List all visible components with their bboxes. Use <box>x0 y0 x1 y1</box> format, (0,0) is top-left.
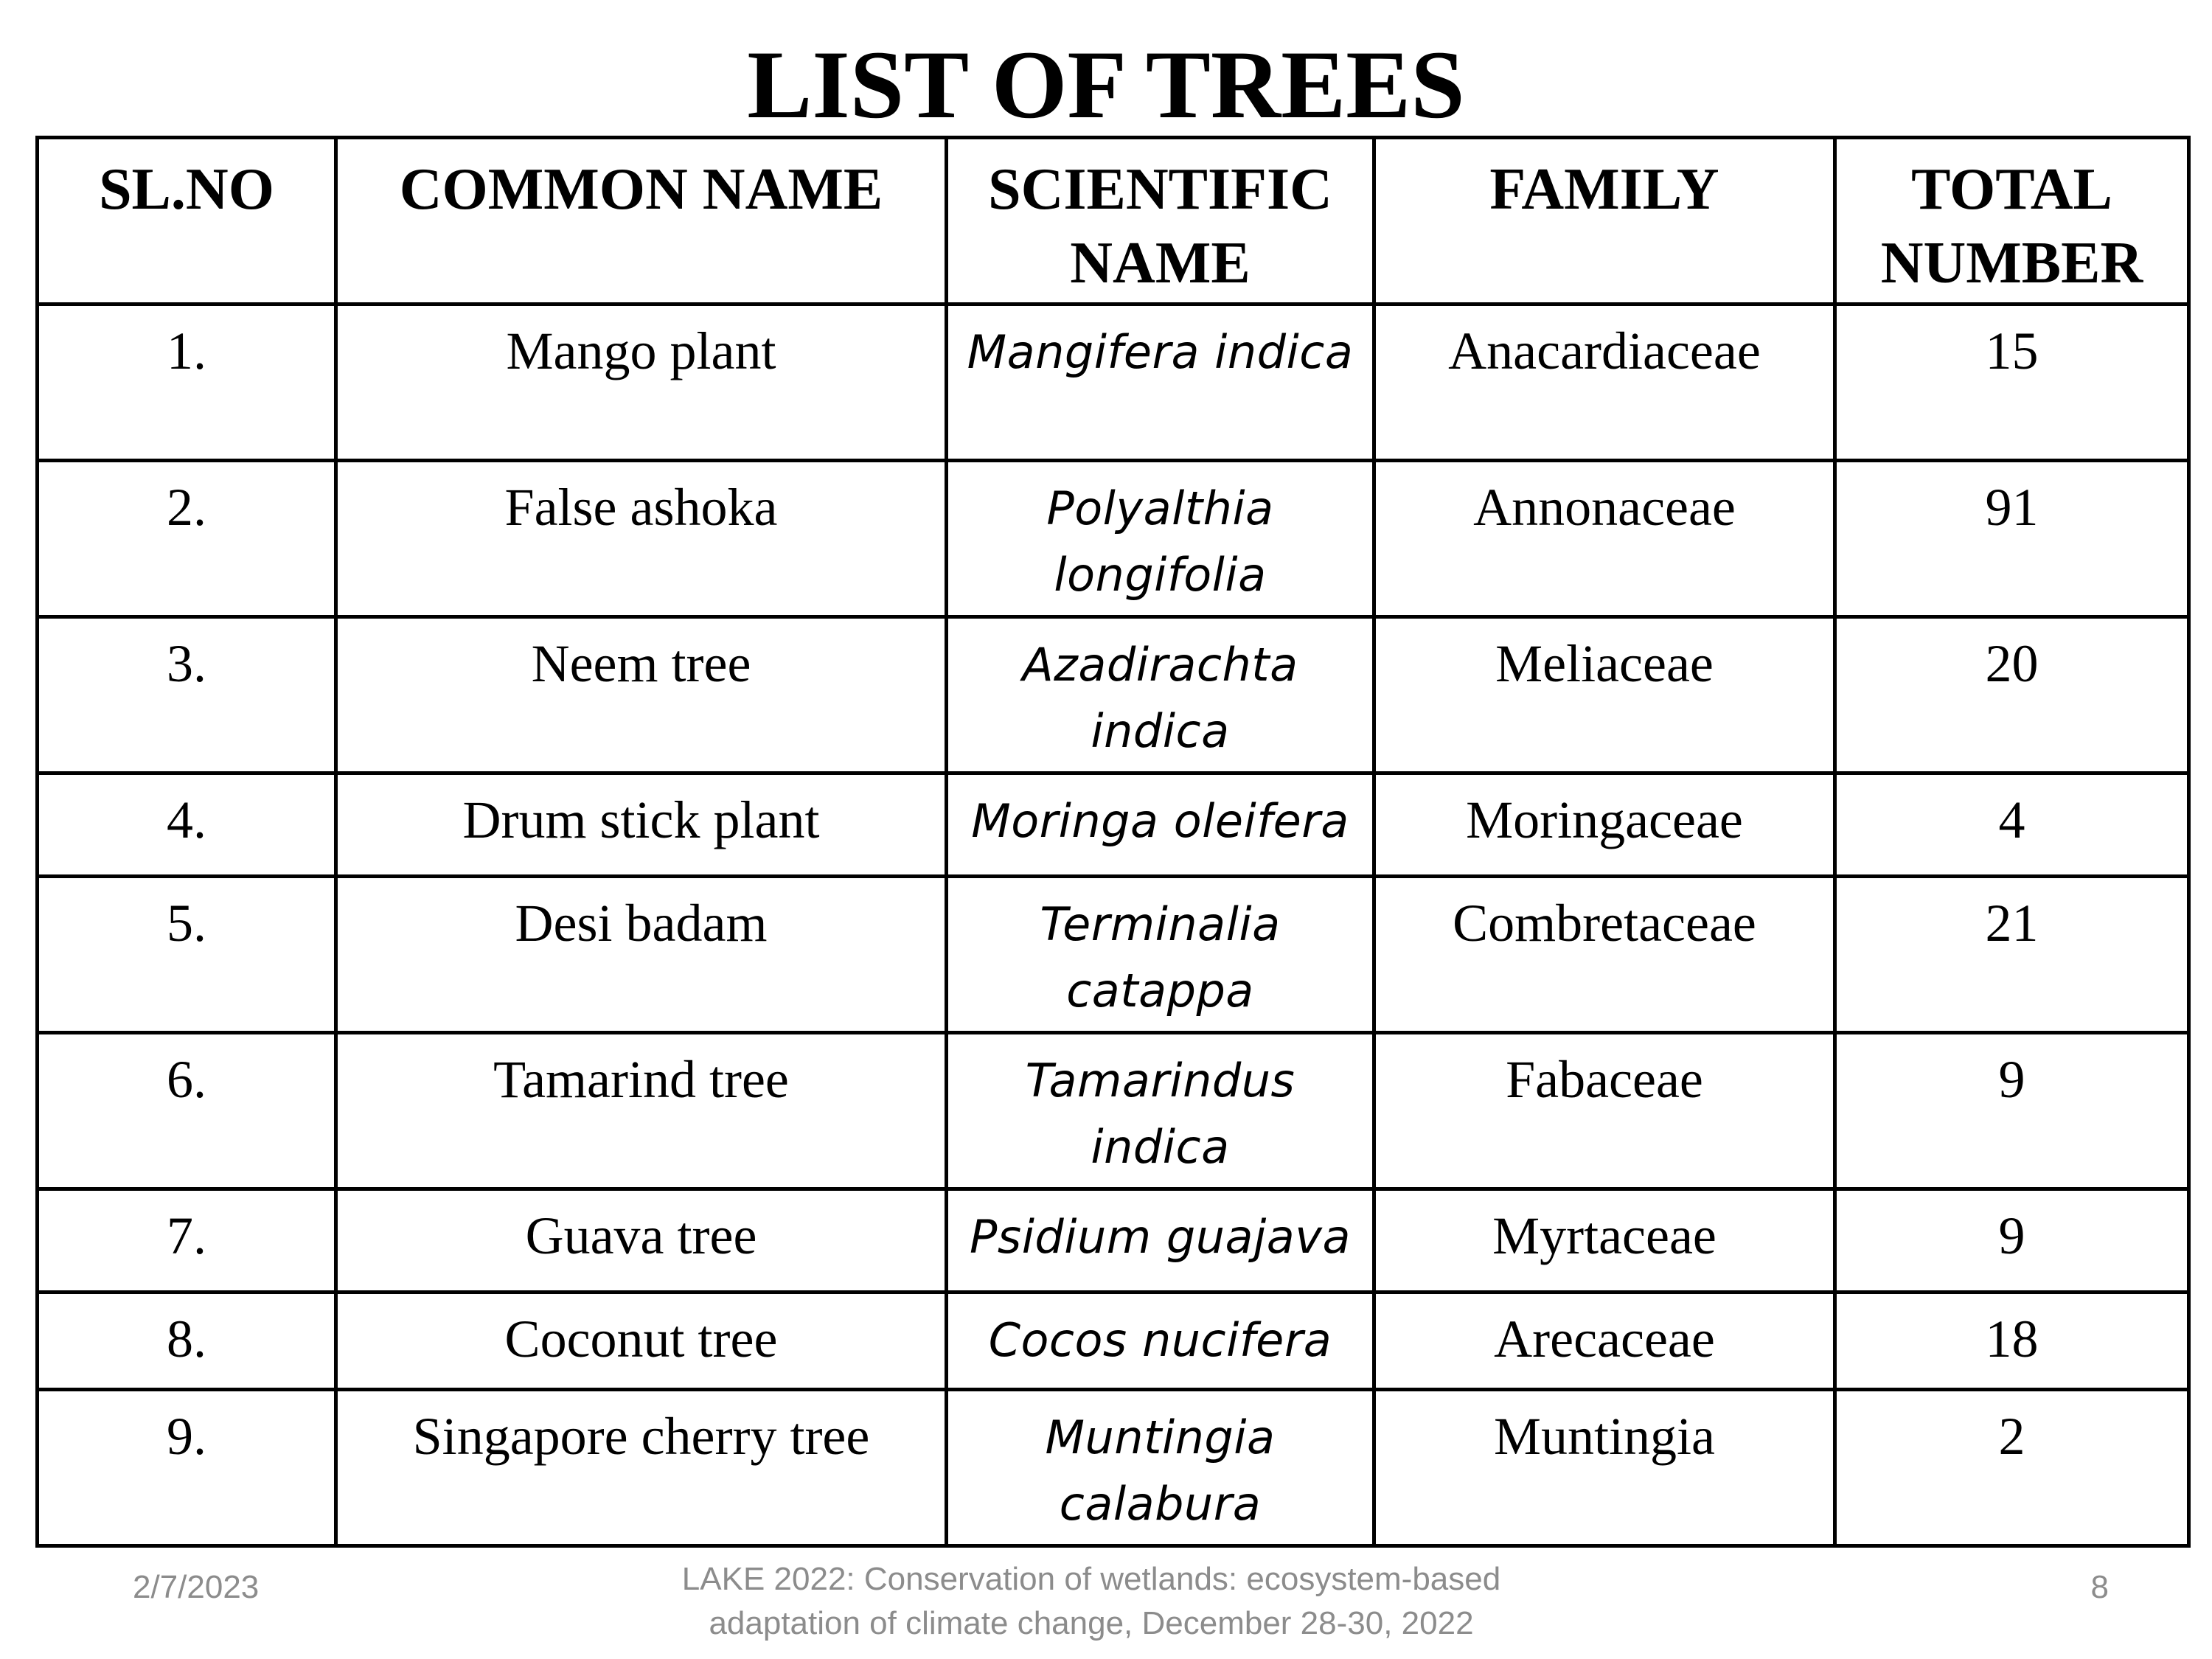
page-number: 8 <box>2090 1569 2109 1605</box>
cell-scientific-name: Psidium guajava <box>947 1189 1374 1293</box>
cell-total-number: 15 <box>1835 305 2189 461</box>
cell-family: Annonaceae <box>1374 461 1835 617</box>
table-row <box>38 1033 2189 1189</box>
cell-family: Anacardiaceae <box>1374 305 1835 461</box>
table-row <box>38 1189 2189 1293</box>
cell-sl-no: 5. <box>38 877 336 1033</box>
cell-sl-no: 8. <box>38 1293 336 1390</box>
cell-sl-no: 2. <box>38 461 336 617</box>
cell-common-name: Coconut tree <box>336 1293 947 1390</box>
cell-scientific-name: Cocos nucifera <box>947 1293 1374 1390</box>
trees-table <box>35 136 2191 1548</box>
header-total-number: TOTAL NUMBER <box>1835 138 2189 305</box>
footer-date: 2/7/2023 <box>133 1569 260 1605</box>
cell-scientific-name: Polyalthia longifolia <box>947 461 1374 617</box>
table-row <box>38 461 2189 617</box>
footer-caption-line-2: adaptation of climate change, December 28-30, 2022 <box>709 1605 1474 1641</box>
cell-scientific-name: Mangifera indica <box>947 305 1374 461</box>
cell-total-number: 9 <box>1835 1033 2189 1189</box>
cell-total-number: 9 <box>1835 1189 2189 1293</box>
table-header-row <box>38 138 2189 305</box>
cell-family: Moringaceae <box>1374 773 1835 877</box>
cell-family: Muntingia <box>1374 1390 1835 1546</box>
cell-total-number: 2 <box>1835 1390 2189 1546</box>
cell-family: Combretaceae <box>1374 877 1835 1033</box>
header-sl-no: SL.NO <box>38 138 336 305</box>
header-family: FAMILY <box>1374 138 1835 305</box>
page-title: LIST OF TREES <box>747 30 1465 139</box>
cell-family: Meliaceae <box>1374 617 1835 773</box>
cell-common-name: Tamarind tree <box>336 1033 947 1189</box>
cell-common-name: Desi badam <box>336 877 947 1033</box>
footer-caption <box>516 1557 1666 1646</box>
cell-family: Arecaceae <box>1374 1293 1835 1390</box>
trees-table-container <box>35 136 2187 1543</box>
footer-caption-line-1: LAKE 2022: Conservation of wetlands: ecosystem-based <box>681 1561 1501 1597</box>
table-row <box>38 773 2189 877</box>
cell-common-name: Drum stick plant <box>336 773 947 877</box>
header-scientific-name: SCIENTIFIC NAME <box>947 138 1374 305</box>
table-row <box>38 1293 2189 1390</box>
cell-scientific-name: Azadirachta indica <box>947 617 1374 773</box>
cell-total-number: 4 <box>1835 773 2189 877</box>
cell-scientific-name: Moringa oleifera <box>947 773 1374 877</box>
cell-sl-no: 3. <box>38 617 336 773</box>
table-row <box>38 617 2189 773</box>
cell-sl-no: 4. <box>38 773 336 877</box>
cell-common-name: Mango plant <box>336 305 947 461</box>
cell-total-number: 21 <box>1835 877 2189 1033</box>
cell-sl-no: 6. <box>38 1033 336 1189</box>
header-common-name: COMMON NAME <box>336 138 947 305</box>
cell-scientific-name: Muntingia calabura <box>947 1390 1374 1546</box>
table-row <box>38 305 2189 461</box>
cell-common-name: Guava tree <box>336 1189 947 1293</box>
cell-scientific-name: Tamarindus indica <box>947 1033 1374 1189</box>
cell-common-name: Singapore cherry tree <box>336 1390 947 1546</box>
cell-total-number: 18 <box>1835 1293 2189 1390</box>
cell-sl-no: 9. <box>38 1390 336 1546</box>
cell-sl-no: 7. <box>38 1189 336 1293</box>
cell-family: Myrtaceae <box>1374 1189 1835 1293</box>
cell-sl-no: 1. <box>38 305 336 461</box>
cell-common-name: Neem tree <box>336 617 947 773</box>
table-row <box>38 1390 2189 1546</box>
cell-scientific-name: Terminalia catappa <box>947 877 1374 1033</box>
cell-common-name: False ashoka <box>336 461 947 617</box>
cell-family: Fabaceae <box>1374 1033 1835 1189</box>
cell-total-number: 91 <box>1835 461 2189 617</box>
cell-total-number: 20 <box>1835 617 2189 773</box>
table-row <box>38 877 2189 1033</box>
